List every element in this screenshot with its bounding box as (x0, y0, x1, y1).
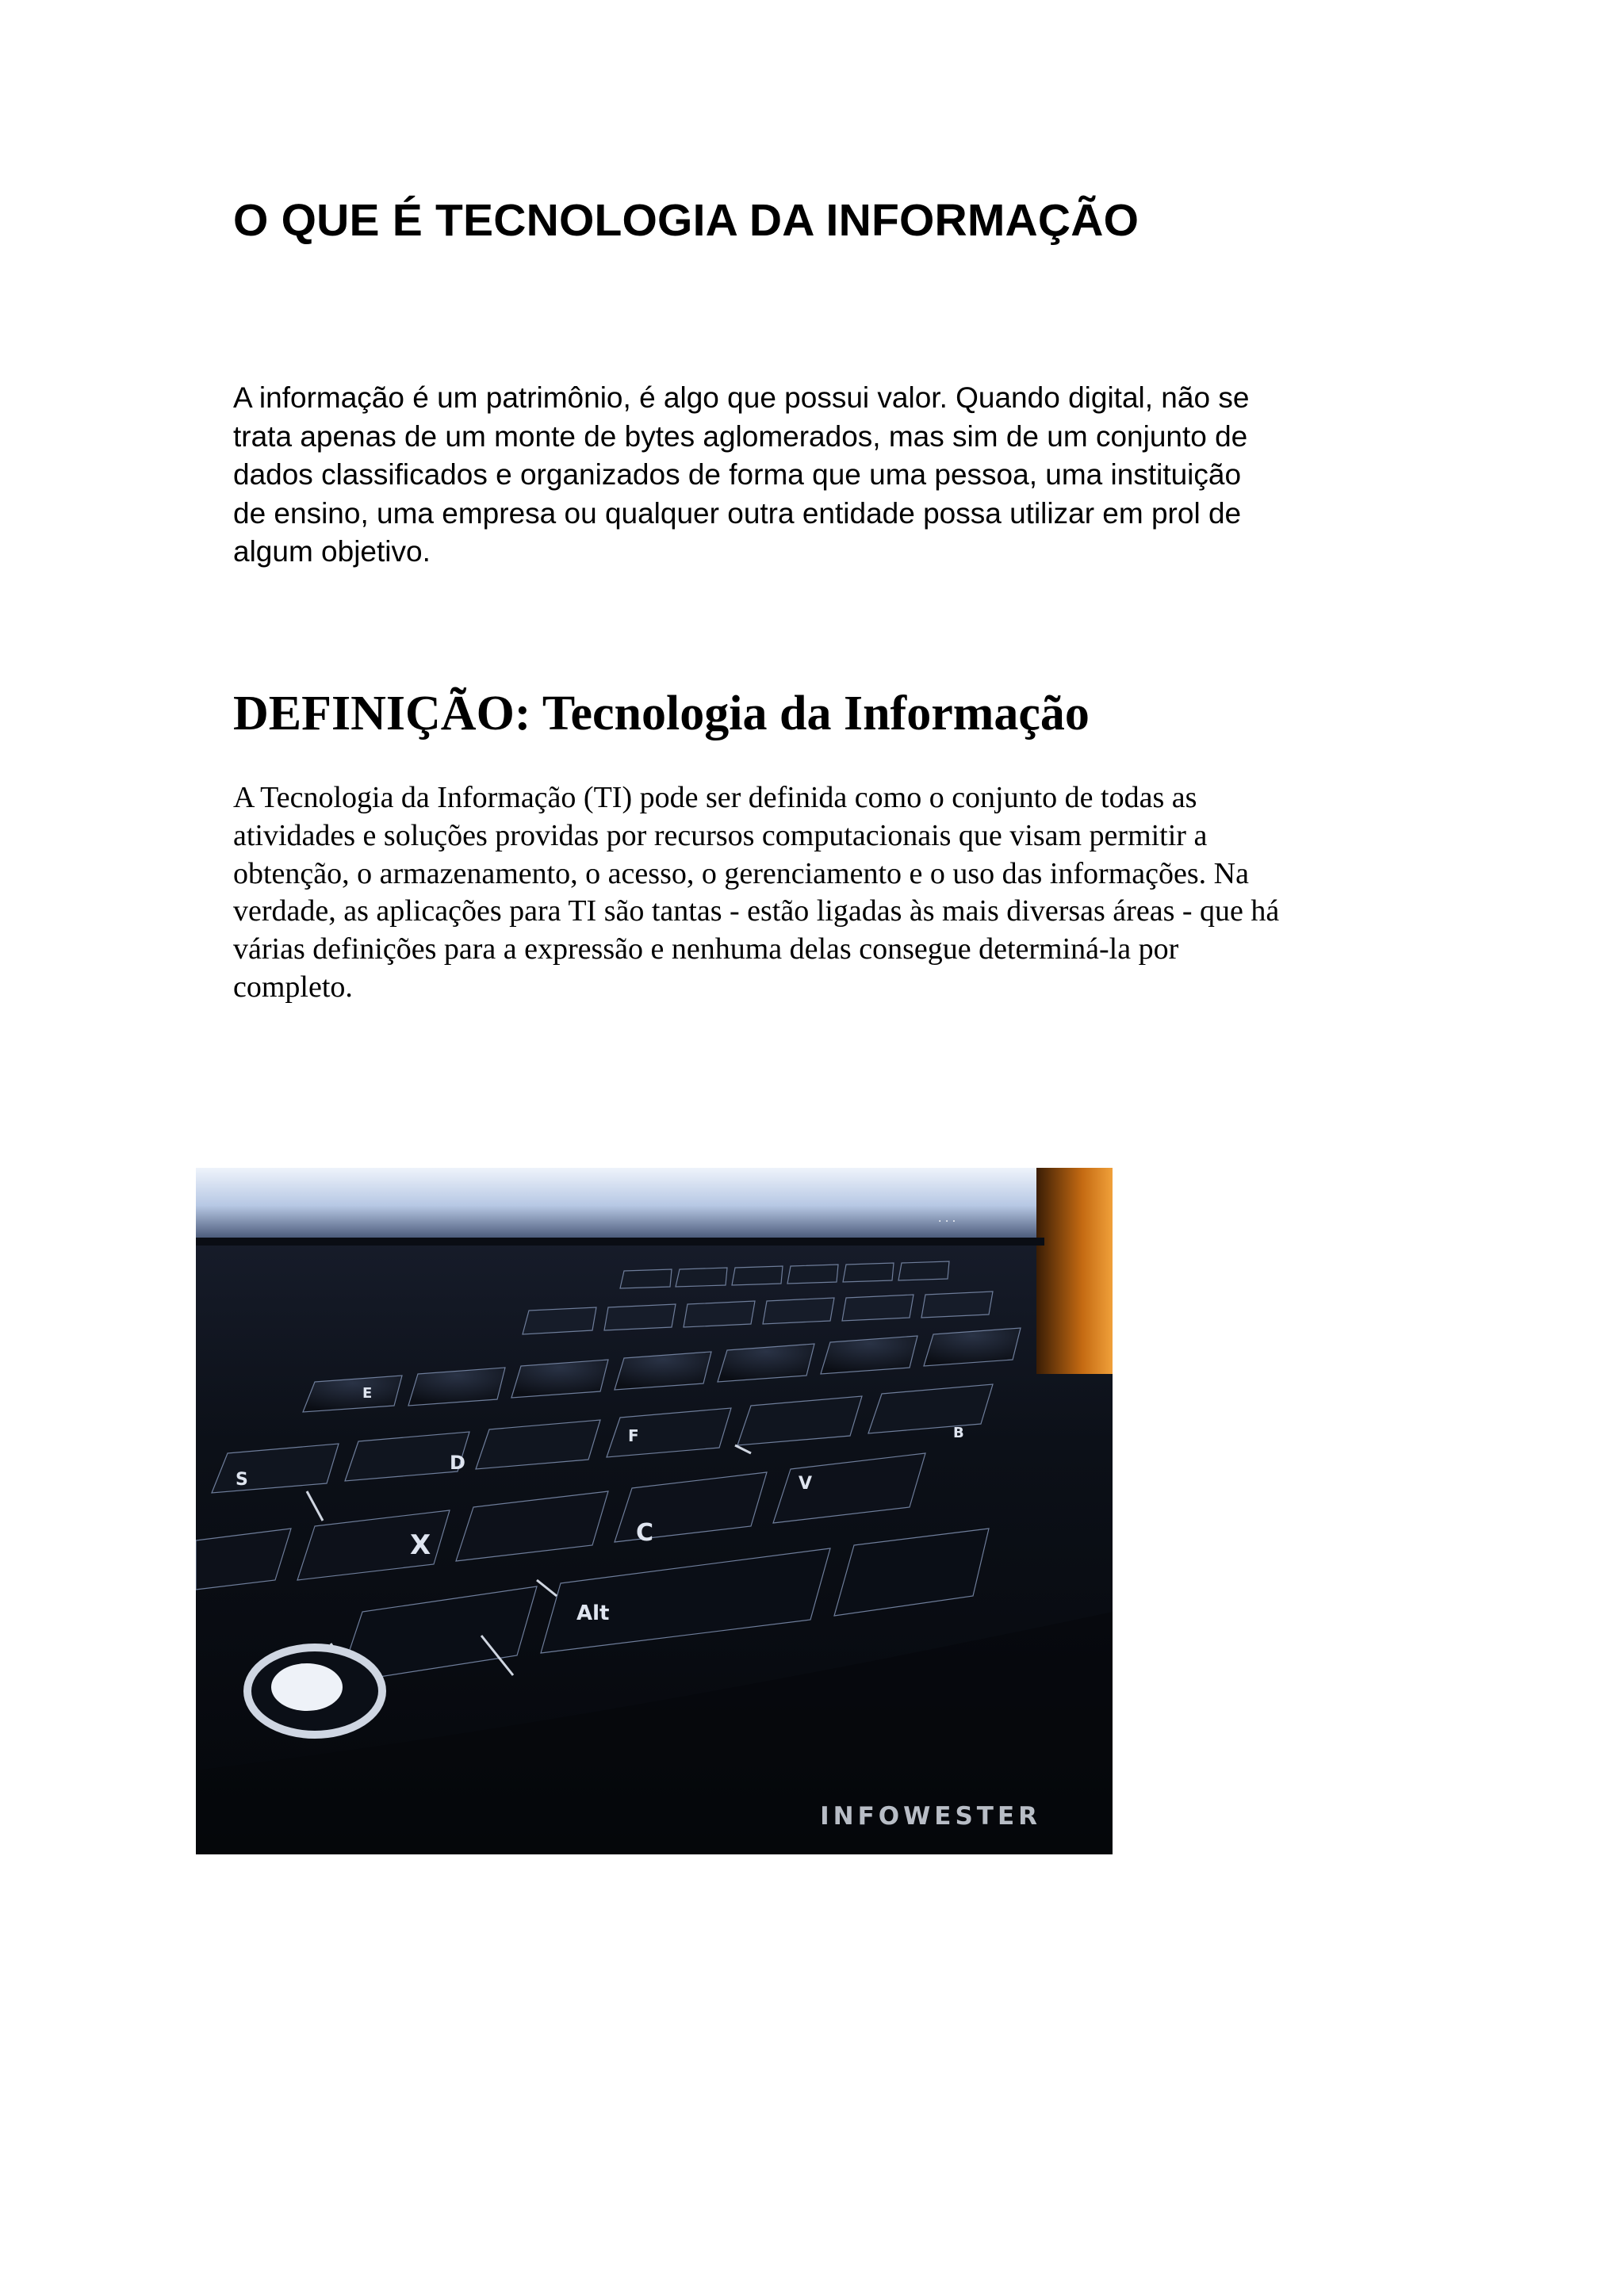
laptop-keyboard-icon (196, 1168, 1113, 1854)
definition-line: A Tecnologia da Informação (TI) pode ser definida como o conjunto de todas as (233, 781, 1197, 814)
key-legend: V (799, 1474, 813, 1494)
key-legend: D (450, 1452, 465, 1474)
intro-line: algum objetivo. (233, 535, 431, 568)
intro-line: dados classificados e organizados de forma que uma pessoa, uma instituição (233, 458, 1242, 491)
definition-line: obtenção, o armazenamento, o acesso, o gerenciamento e o uso das informações. Na (233, 856, 1249, 890)
photo-watermark: INFOWESTER (820, 1802, 1041, 1831)
key-legend: C (636, 1519, 654, 1547)
intro-line: trata apenas de um monte de bytes aglomerados, mas sim de um conjunto de (233, 419, 1248, 453)
key-legend: B (953, 1425, 964, 1441)
intro-paragraph (233, 379, 1399, 572)
laptop-keyboard-photo (196, 1168, 1113, 1854)
definition-paragraph (233, 779, 1407, 1007)
intro-line: de ensino, uma empresa ou qualquer outra entidade possa utilizar em prol de (233, 496, 1242, 530)
key-legend: F (628, 1426, 639, 1445)
svg-text:· · ·: · · · (938, 1215, 956, 1228)
key-legend: Alt (576, 1601, 610, 1625)
definition-line: completo. (233, 970, 353, 1004)
intro-line: A informação é um patrimônio, é algo que possui valor. Quando digital, não se (233, 381, 1250, 414)
key-legend: X (410, 1529, 431, 1561)
key-legend: S (236, 1470, 248, 1490)
definition-line: verdade, as aplicações para TI são tantas - estão ligadas às mais diversas áreas - que há (233, 894, 1280, 928)
section-heading: DEFINIÇÃO: Tecnologia da Informação (233, 687, 1090, 740)
key-legend: E (362, 1385, 373, 1402)
definition-line: atividades e soluções providas por recursos computacionais que visam permitir a (233, 818, 1208, 852)
definition-line: várias definições para a expressão e nenhuma delas consegue determiná-la por (233, 932, 1179, 966)
page-title: O QUE É TECNOLOGIA DA INFORMAÇÃO (233, 195, 1139, 246)
